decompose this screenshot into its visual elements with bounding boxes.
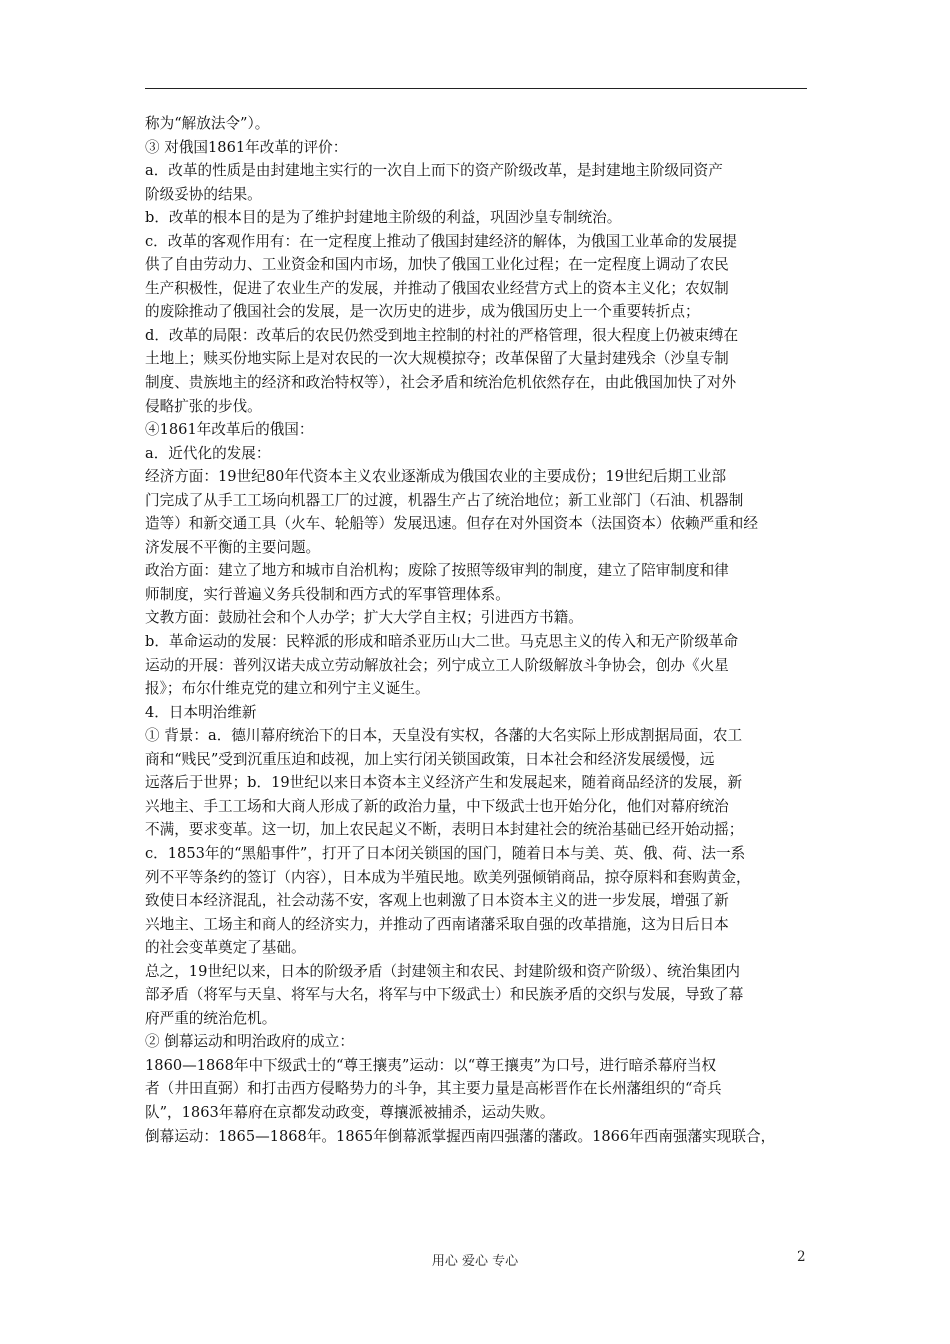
text-line: 队”，1863年幕府在京都发动政变，尊攘派被捕杀，运动失败。 <box>145 1103 555 1121</box>
text-line: 造等）和新交通工具（火车、轮船等）发展迅速。但存在对外国资本（法国资本）依赖严重和经 <box>145 515 758 533</box>
text-line: 府严重的统治危机。 <box>145 1009 277 1027</box>
text-line: 部矛盾（将军与天皇、将军与大名，将军与中下级武士）和民族矛盾的交织与发展，导致了幕 <box>145 986 744 1004</box>
text-line: 阶级妥协的结果。 <box>145 185 262 203</box>
text-line: a．改革的性质是由封建地主实行的一次自上而下的资产阶级改革，是封建地主阶级同资产 <box>145 162 723 180</box>
text-line: 门完成了从手工工场向机器工厂的过渡，机器生产占了统治地位；新工业部门（石油、机器制 <box>145 491 744 509</box>
text-line: 侵略扩张的步伐。 <box>145 397 262 415</box>
text-line: 远落后于世界；b．19世纪以来日本资本主义经济产生和发展起来，随着商品经济的发展，新 <box>145 774 743 792</box>
text-line: c．改革的客观作用有：在一定程度上推动了俄国封建经济的解体，为俄国工业革命的发展提 <box>145 232 737 250</box>
text-line: 经济方面：19世纪80年代资本主义农业逐渐成为俄国农业的主要成份；19世纪后期工业部 <box>145 468 727 486</box>
text-line: 者（井田直弼）和打击西方侵略势力的斗争，其主要力量是高彬晋作在长州藩组织的“奇兵 <box>145 1080 722 1098</box>
text-line: 生产积极性，促进了农业生产的发展，并推动了俄国农业经营方式上的资本主义化；农奴制 <box>145 279 729 297</box>
text-line: 总之，19世纪以来，日本的阶级矛盾（封建领主和农民、封建阶级和资产阶级）、统治集团内 <box>145 962 741 980</box>
text-line: ④1861年改革后的俄国： <box>145 421 314 439</box>
text-line: 的废除推动了俄国社会的发展，是一次历史的进步，成为俄国历史上一个重要转折点； <box>145 303 700 321</box>
text-line: 兴地主、手工工场和大商人形成了新的政治力量，中下级武士也开始分化，他们对幕府统治 <box>145 797 729 815</box>
text-line: 文教方面：鼓励社会和个人办学；扩大大学自主权；引进西方书籍。 <box>145 609 583 627</box>
text-line: 师制度，实行普遍义务兵役制和西方式的军事管理体系。 <box>145 585 510 603</box>
text-line: 称为“解放法令”）。 <box>145 115 270 132</box>
text-line: ③ 对俄国1861年改革的评价： <box>145 138 348 156</box>
page-number: 2 <box>797 1249 806 1265</box>
text-line: 济发展不平衡的主要问题。 <box>145 538 321 556</box>
text-line: b．革命运动的发展：民粹派的形成和暗杀亚历山大二世。马克思主义的传入和无产阶级革命 <box>145 633 739 651</box>
text-line: 政治方面：建立了地方和城市自治机构；废除了按照等级审判的制度，建立了陪审制度和律 <box>145 562 729 580</box>
text-line: 4．日本明治维新 <box>145 703 257 721</box>
text-line: 运动的开展：普列汉诺夫成立劳动解放社会；列宁成立工人阶级解放斗争协会，创办《火星 <box>145 656 729 674</box>
text-line: 商和“贱民”受到沉重压迫和歧视，加上实行闭关锁国政策，日本社会和经济发展缓慢，远 <box>145 750 715 768</box>
text-line: 供了自由劳动力、工业资金和国内市场，加快了俄国工业化过程；在一定程度上调动了农民 <box>145 256 729 274</box>
text-line: 报》；布尔什维克党的建立和列宁主义诞生。 <box>145 680 430 698</box>
text-line: 1860—1868年中下级武士的“尊王攘夷”运动：以“尊王攘夷”为口号，进行暗杀幕府当权 <box>145 1056 717 1074</box>
document-body <box>145 112 809 1148</box>
text-line: 致使日本经济混乱，社会动荡不安，客观上也刺激了日本资本主义的进一步发展，增强了新 <box>145 892 729 910</box>
text-line: 制度、贵族地主的经济和政治特权等），社会矛盾和统治危机依然存在，由此俄国加快了对外 <box>145 374 737 392</box>
text-line: 不满，要求变革。这一切，加上农民起义不断，表明日本封建社会的统治基础已经开始动摇； <box>145 821 744 839</box>
text-line: b．改革的根本目的是为了维护封建地主阶级的利益，巩固沙皇专制统治。 <box>145 209 622 227</box>
text-line: d．改革的局限：改革后的农民仍然受到地主控制的村社的严格管理，很大程度上仍被束缚在 <box>145 326 739 344</box>
footer-text: 用心 爱心 专心 <box>431 1254 519 1269</box>
text-line: a．近代化的发展： <box>145 444 271 462</box>
header-rule <box>145 88 807 89</box>
text-line: c．1853年的“黑船事件”，打开了日本闭关锁国的国门，随着日本与美、英、俄、荷、法一系 <box>145 844 746 862</box>
text-line: ① 背景：a．德川幕府统治下的日本，天皇没有实权，各藩的大名实际上形成割据局面，农工 <box>145 727 743 745</box>
text-line: 土地上；赎买份地实际上是对农民的一次大规模掠夺；改革保留了大量封建残余（沙皇专制 <box>145 350 729 368</box>
text-line: 倒幕运动：1865—1868年。1865年倒幕派掌握西南四强藩的藩政。1866年西南强藩实现联合， <box>145 1127 776 1145</box>
text-line: 兴地主、工场主和商人的经济实力，并推动了西南诸藩采取自强的改革措施，这为日后日本 <box>145 915 729 933</box>
text-line: ② 倒幕运动和明治政府的成立： <box>145 1033 354 1051</box>
text-line: 的社会变革奠定了基础。 <box>145 939 306 957</box>
text-line: 列不平等条约的签订（内容），日本成为半殖民地。欧美列强倾销商品，掠夺原料和套购黄金， <box>145 868 751 886</box>
